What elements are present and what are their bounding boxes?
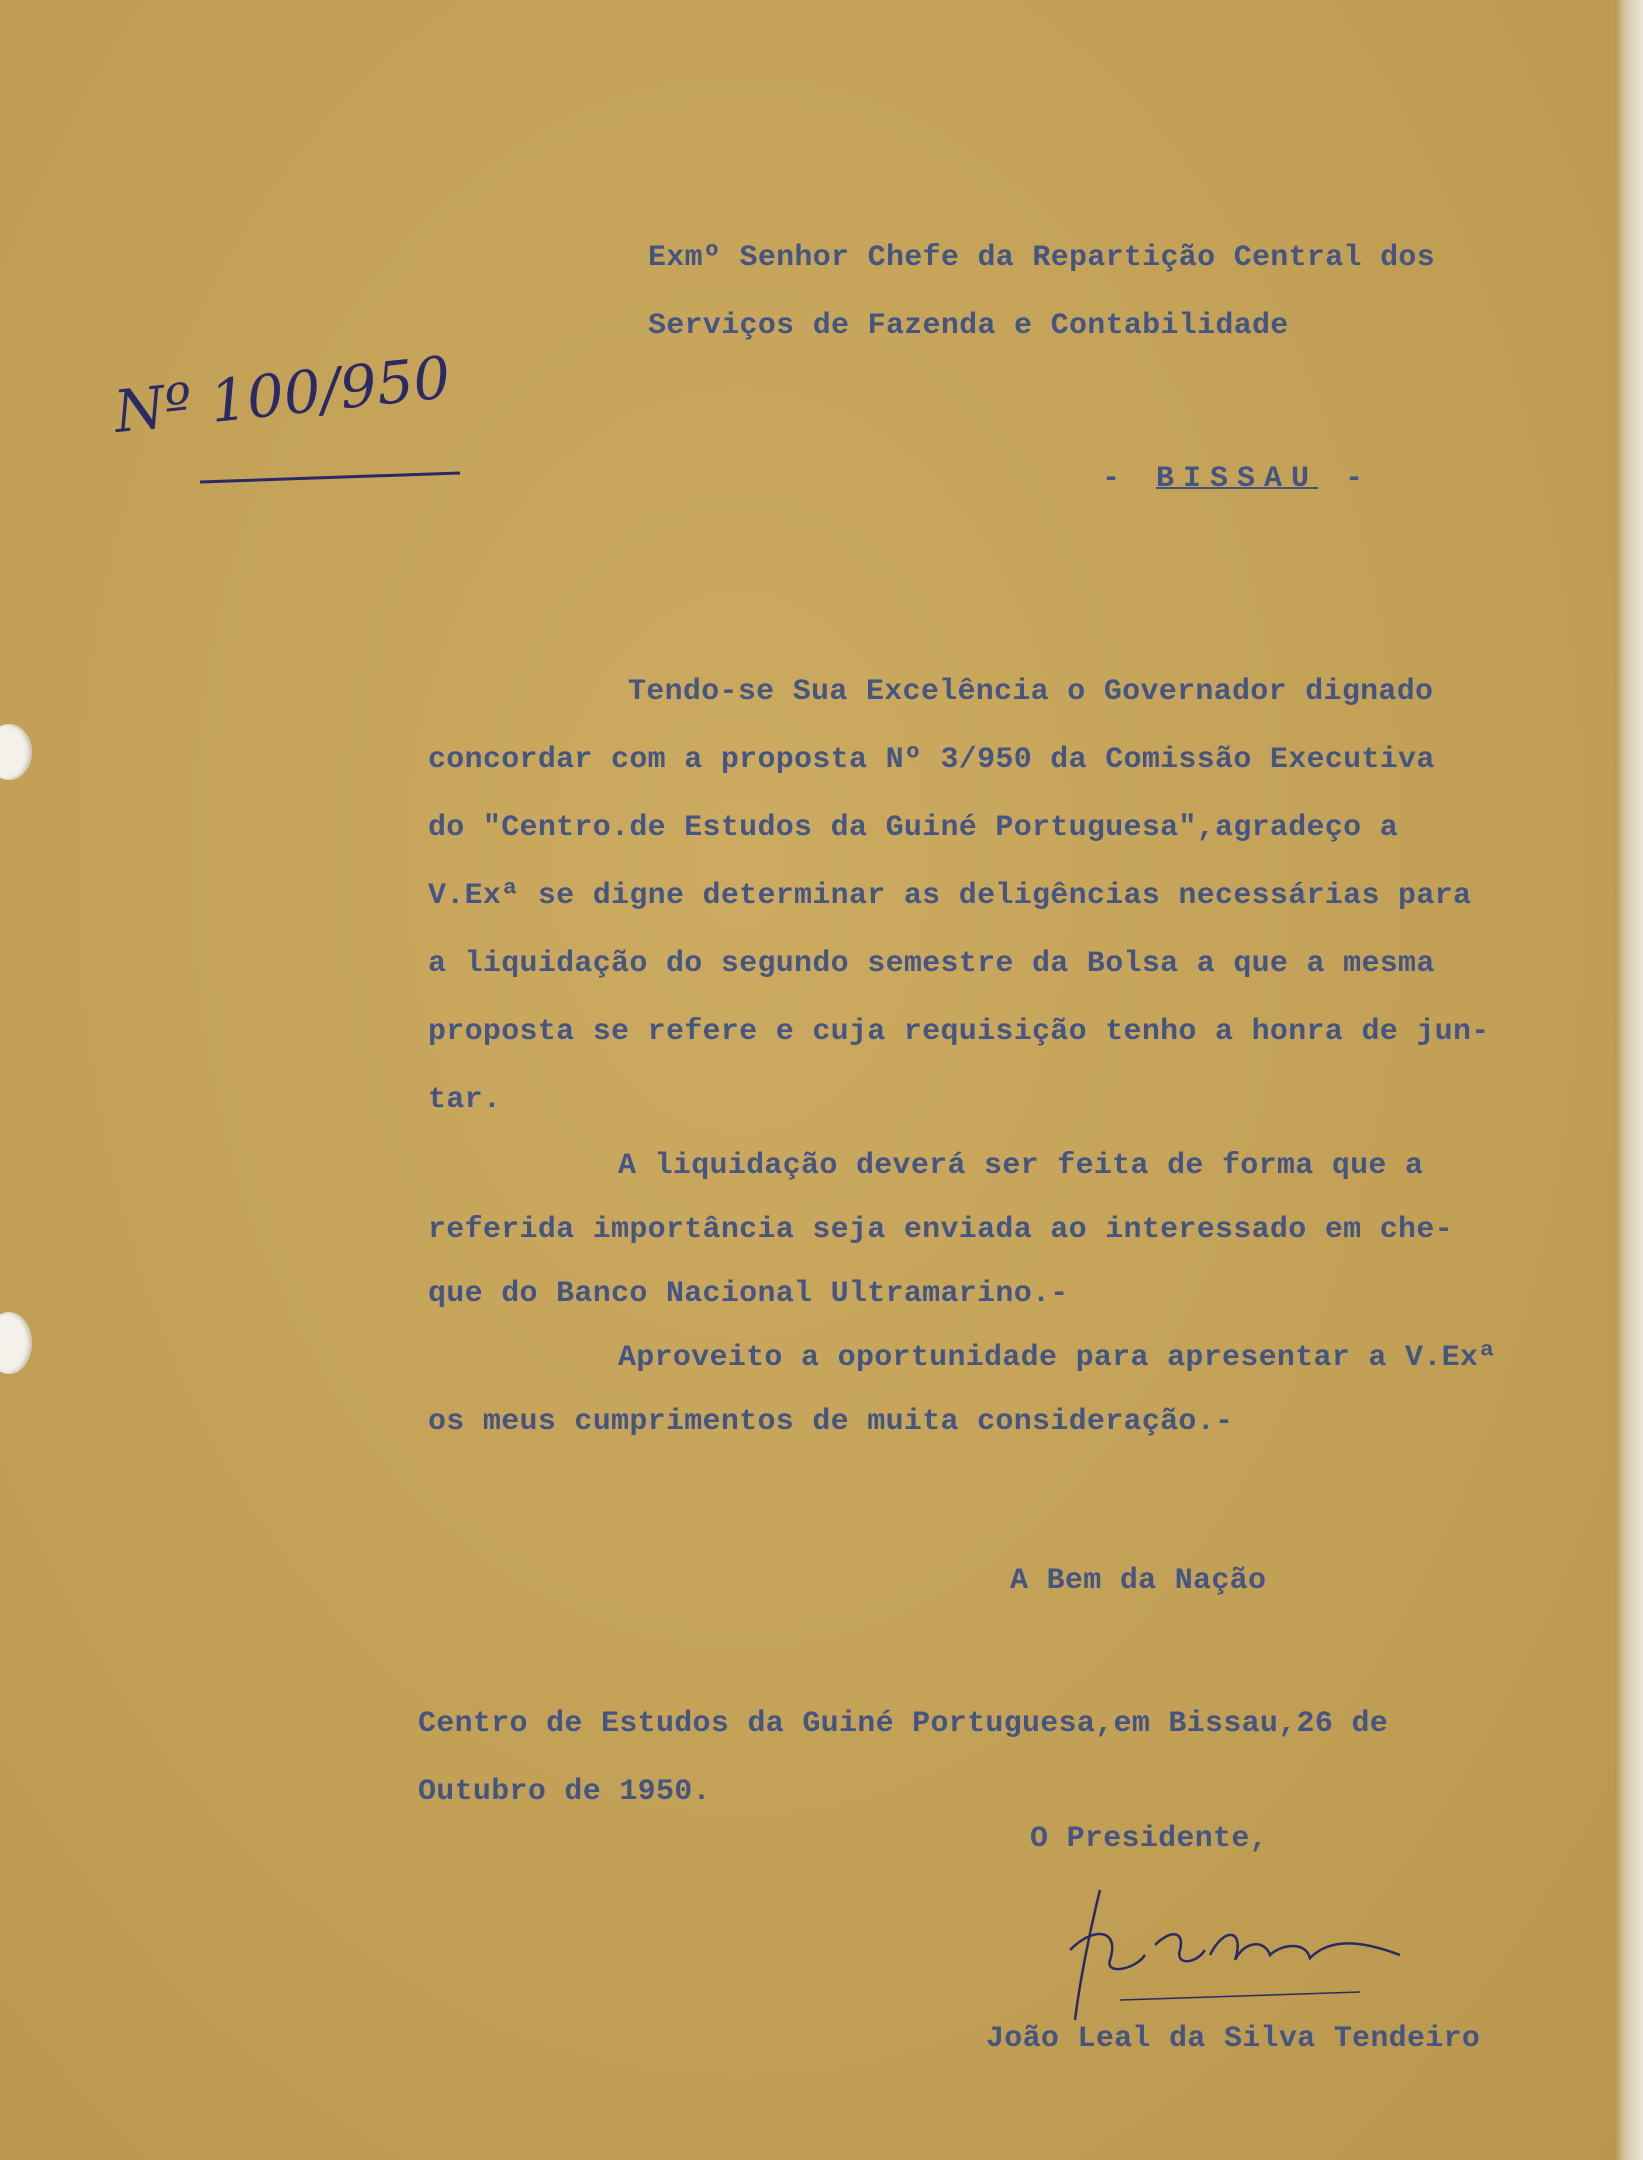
addressee-line-1: Exmº Senhor Chefe da Repartição Central dos <box>648 241 1436 275</box>
handwritten-signature <box>1060 1870 1420 2030</box>
body-line: tar. <box>428 1083 502 1117</box>
signatory-role: O Presidente, <box>1030 1822 1268 1856</box>
city-name: BISSAU <box>1156 462 1319 496</box>
signatory-name: João Leal da Silva Tendeiro <box>986 2022 1481 2056</box>
reference-underline <box>200 471 460 483</box>
body-line: do "Centro.de Estudos da Guiné Portuguesa",agradeço a <box>428 811 1399 845</box>
addressee-line-2: Serviços de Fazenda e Contabilidade <box>648 309 1289 343</box>
punch-hole-top <box>0 724 32 780</box>
body-line: V.Exª se digne determinar as deligências necessárias para <box>428 879 1472 913</box>
body-line: A liquidação deverá ser feita de forma que a <box>618 1149 1424 1183</box>
addressee-block <box>648 224 1435 360</box>
city-prefix: - <box>1102 462 1157 496</box>
body-line: a liquidação do segundo semestre da Bolsa a que a mesma <box>428 947 1435 981</box>
handwritten-reference-number: Nº 100/950 <box>110 343 454 446</box>
body-line: os meus cumprimentos de muita consideração.- <box>428 1405 1234 1439</box>
punch-hole-bottom <box>0 1312 32 1374</box>
city-heading <box>1102 462 1372 496</box>
paper-right-edge <box>1615 0 1643 2160</box>
body-line: concordar com a proposta Nº 3/950 da Comissão Executiva <box>428 743 1435 777</box>
place-date-line-1: Centro de Estudos da Guiné Portuguesa,em Bissau,26 de <box>418 1707 1389 1741</box>
body-line: referida importância seja enviada ao interessado em che- <box>428 1213 1453 1247</box>
place-date-line-2: Outubro de 1950. <box>418 1775 711 1809</box>
letter-body <box>428 658 1497 1454</box>
body-line: Aproveito a oportunidade para apresentar a V.Exª <box>618 1341 1497 1375</box>
body-line: proposta se refere e cuja requisição tenho a honra de jun- <box>428 1015 1490 1049</box>
body-line: que do Banco Nacional Ultramarino.- <box>428 1277 1069 1311</box>
city-suffix: - <box>1318 462 1373 496</box>
place-and-date <box>418 1690 1388 1826</box>
body-line: Tendo-se Sua Excelência o Governador dignado <box>628 675 1434 709</box>
closing-salutation: A Bem da Nação <box>1010 1564 1267 1598</box>
